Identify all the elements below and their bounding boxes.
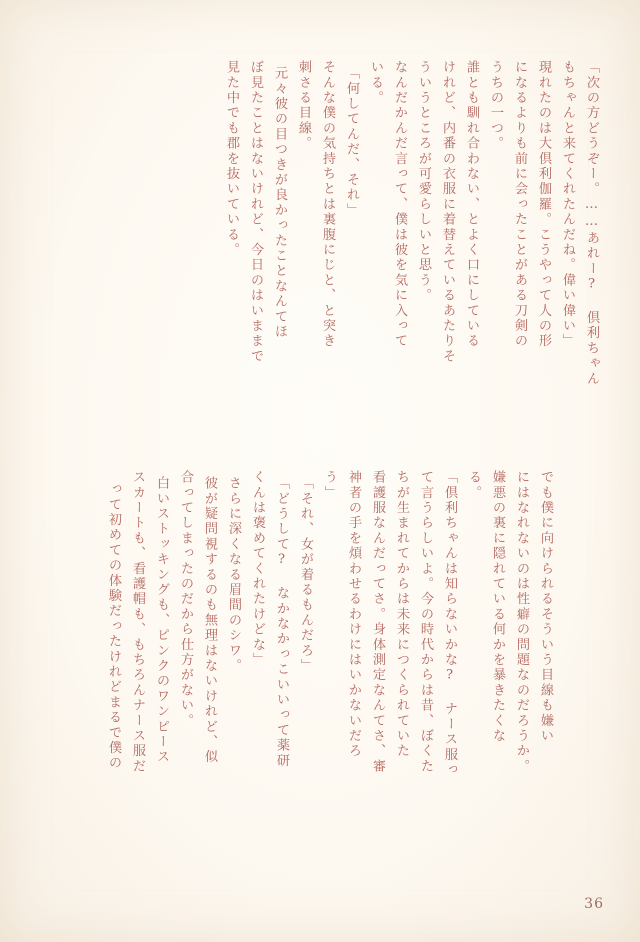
text-column: 「何してんだ、それ」 xyxy=(344,66,359,218)
text-column: なんだかんだ言って、僕は彼を気に入って xyxy=(392,60,407,349)
text-column: スカートも、看護帽も、もちろんナース服だ xyxy=(130,470,145,774)
text-column: 「倶利ちゃんは知らないかな? ナース服っ xyxy=(442,470,457,778)
text-column: けれど、内番の衣服に着替えているあたりそ xyxy=(440,60,455,364)
text-column: って初めての体験だったけれどまるで僕の xyxy=(106,482,121,771)
text-column: ぼ見たことはないけれど、今日のはいままで xyxy=(248,60,263,364)
text-column: ういうところが可愛らしいと思う。 xyxy=(416,60,431,304)
text-column: う」 xyxy=(322,470,337,501)
text-column: 見た中でも郡を抜いている。 xyxy=(224,60,239,258)
text-column: ちが生まれてからは未来につくられていた xyxy=(394,470,409,759)
text-block-upper xyxy=(218,60,602,386)
text-column: 白いストッキングも、ピンクのワンピース xyxy=(154,476,169,765)
page-text-body-lower xyxy=(100,470,562,872)
text-column: て言うらしいよ。今の時代からは昔、ぼくた xyxy=(418,470,433,774)
text-column: 彼が疑問視するのも無理はないけれど、似 xyxy=(202,476,217,765)
text-column: でも僕に向けられるそういう目線も嫌い xyxy=(538,470,553,744)
text-column: うちの一つ。 xyxy=(488,60,503,152)
text-column: さらに深くなる眉間のシワ。 xyxy=(226,476,241,674)
text-column: になるよりも前に会ったことがある刀剣の xyxy=(512,60,527,349)
text-column: くんは褒めてくれたけどな」 xyxy=(250,470,265,668)
text-column: もちゃんと来てくれたんだね。偉い偉い」 xyxy=(560,60,575,349)
text-column: 合ってしまったのだから仕方がない。 xyxy=(178,470,193,729)
text-column: 誰とも馴れ合わない、とよく口にしている xyxy=(464,60,479,349)
text-column: 刺さる目線。 xyxy=(296,60,311,152)
text-column: 「次の方どうぞー。……あれー? 倶利ちゃん xyxy=(584,60,599,387)
text-block-lower xyxy=(100,470,556,778)
text-column: 看護服なんだってさ。身体測定なんてさ、審 xyxy=(370,470,385,774)
text-column: 「どうして? なかなかっこいいって薬研 xyxy=(274,476,289,769)
text-column: そんな僕の気持ちとは裏腹にじと、と突き xyxy=(320,60,335,349)
text-column: にはなれないのは性癖の問題なのだろうか。 xyxy=(514,470,529,774)
text-column: 嫌悪の裏に隠れている何かを暴きたくな xyxy=(490,470,505,744)
text-column: 元々彼の目つきが良かったことなんてほ xyxy=(272,66,287,340)
page-number: 36 xyxy=(584,896,604,912)
text-column: いる。 xyxy=(368,60,383,106)
text-column: 神者の手を煩わせるわけにはいかないだろ xyxy=(346,470,361,759)
text-column: る。 xyxy=(466,470,481,501)
text-column: 「それ、女が着るもんだろ」 xyxy=(298,476,313,674)
text-column: 現れたのは大倶利伽羅。こうやって人の形 xyxy=(536,60,551,349)
